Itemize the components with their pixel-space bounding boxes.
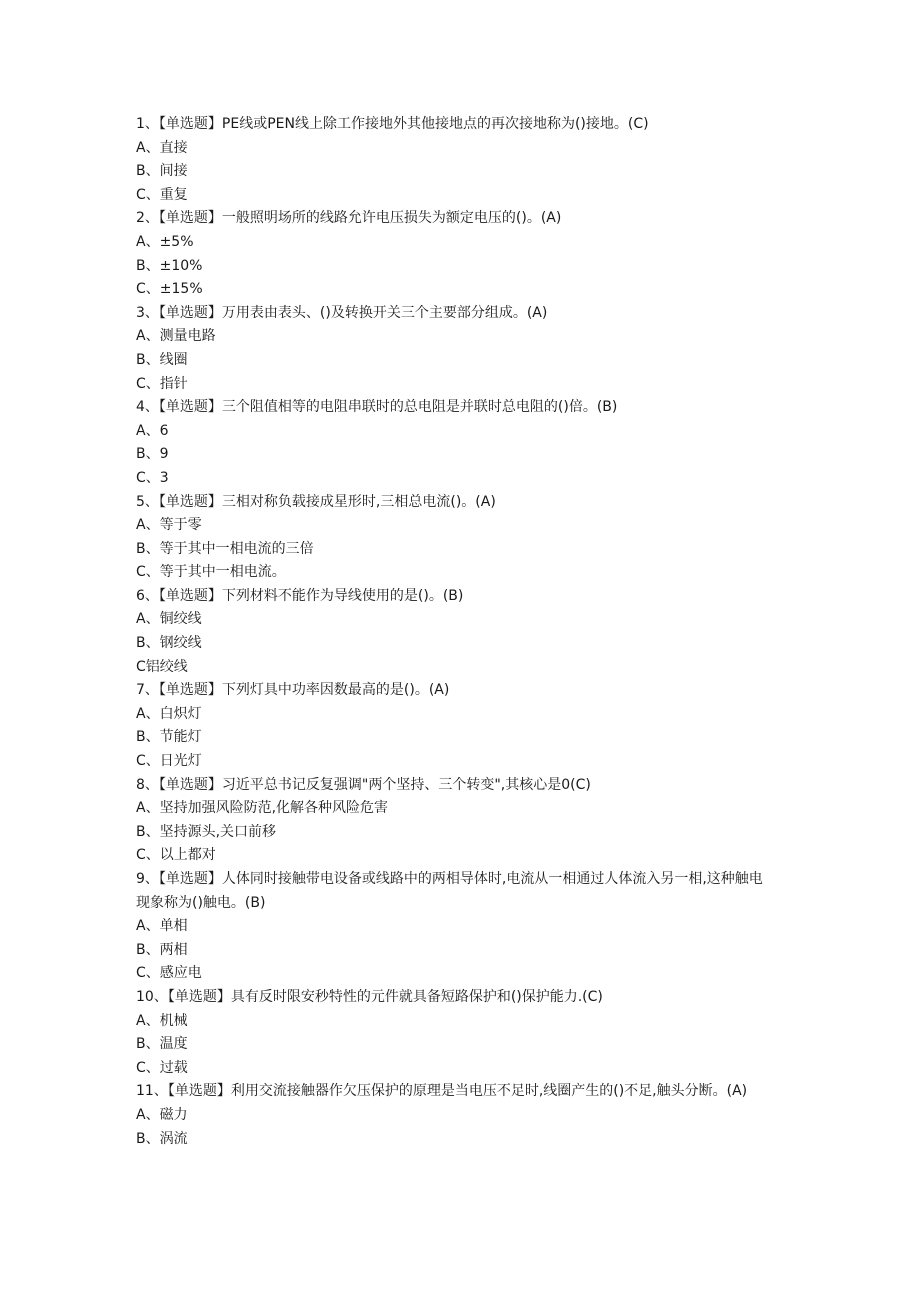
answer-option: C、重复 — [136, 186, 188, 203]
question-stem: 9、【单选题】人体同时接触带电设备或线路中的两相导体时,电流从一相通过人体流入另一相,这种触电现象称为()触电。(B) — [136, 871, 763, 911]
question-stem: 1、【单选题】PE线或PEN线上除工作接地外其他接地点的再次接地称为()接地。(C) — [136, 116, 649, 132]
answer-option: C、指针 — [136, 375, 188, 392]
answer-option: C、±15% — [136, 281, 203, 298]
answer-option: B、涡流 — [136, 1130, 188, 1147]
answer-option: B、两相 — [136, 941, 188, 958]
answer-option: C、日光灯 — [136, 753, 202, 770]
answer-option: B、等于其中一相电流的三倍 — [136, 540, 314, 557]
question-stem: 4、【单选题】三个阻值相等的电阻串联时的总电阻是并联时总电阻的()倍。(B) — [136, 399, 618, 416]
answer-option: B、温度 — [136, 1036, 188, 1053]
question-stem: 11、【单选题】利用交流接触器作欠压保护的原理是当电压不足时,线圈产生的()不足,触头分断。(A) — [136, 1083, 748, 1100]
answer-option: B、±10% — [136, 257, 203, 274]
answer-option: C、过载 — [136, 1059, 188, 1076]
answer-option: A、白炽灯 — [136, 705, 202, 722]
question-stem: 6、【单选题】下列材料不能作为导线使用的是()。(B) — [136, 587, 464, 604]
answer-option: A、机械 — [136, 1012, 188, 1029]
answer-option: A、坚持加强风险防范,化解各种风险危害 — [136, 800, 389, 817]
question-stem: 2、【单选题】一般照明场所的线路允许电压损失为额定电压的()。(A) — [136, 210, 562, 227]
answer-option: B、线圈 — [136, 351, 188, 368]
answer-option: A、等于零 — [136, 517, 202, 534]
answer-option: B、坚持源头,关口前移 — [136, 823, 277, 840]
answer-option: C铝绞线 — [136, 658, 188, 675]
answer-option: A、铜绞线 — [136, 611, 202, 628]
answer-option: B、节能灯 — [136, 729, 202, 746]
question-stem: 10、【单选题】具有反时限安秒特性的元件就具备短路保护和()保护能力.(C) — [136, 988, 603, 1005]
answer-option: C、等于其中一相电流。 — [136, 564, 286, 581]
answer-option: A、直接 — [136, 139, 188, 156]
question-stem: 7、【单选题】下列灯具中功率因数最高的是()。(A) — [136, 682, 450, 699]
answer-option: A、单相 — [136, 918, 188, 935]
answer-option: B、9 — [136, 446, 169, 463]
answer-option: C、感应电 — [136, 965, 202, 982]
answer-option: A、6 — [136, 422, 169, 439]
answer-option: C、以上都对 — [136, 847, 216, 864]
question-stem: 8、【单选题】习近平总书记反复强调"两个坚持、三个转变",其核心是0(C) — [136, 776, 591, 793]
question-stem: 5、【单选题】三相对称负载接成星形时,三相总电流()。(A) — [136, 493, 496, 510]
answer-option: A、测量电路 — [136, 328, 216, 345]
answer-option: B、间接 — [136, 163, 188, 180]
question-stem: 3、【单选题】万用表由表头、()及转换开关三个主要部分组成。(A) — [136, 304, 548, 321]
answer-option: B、钢绞线 — [136, 635, 202, 652]
answer-option: C、3 — [136, 469, 169, 486]
answer-option: A、磁力 — [136, 1106, 188, 1123]
answer-option: A、±5% — [136, 233, 194, 250]
question-list — [136, 113, 776, 1151]
